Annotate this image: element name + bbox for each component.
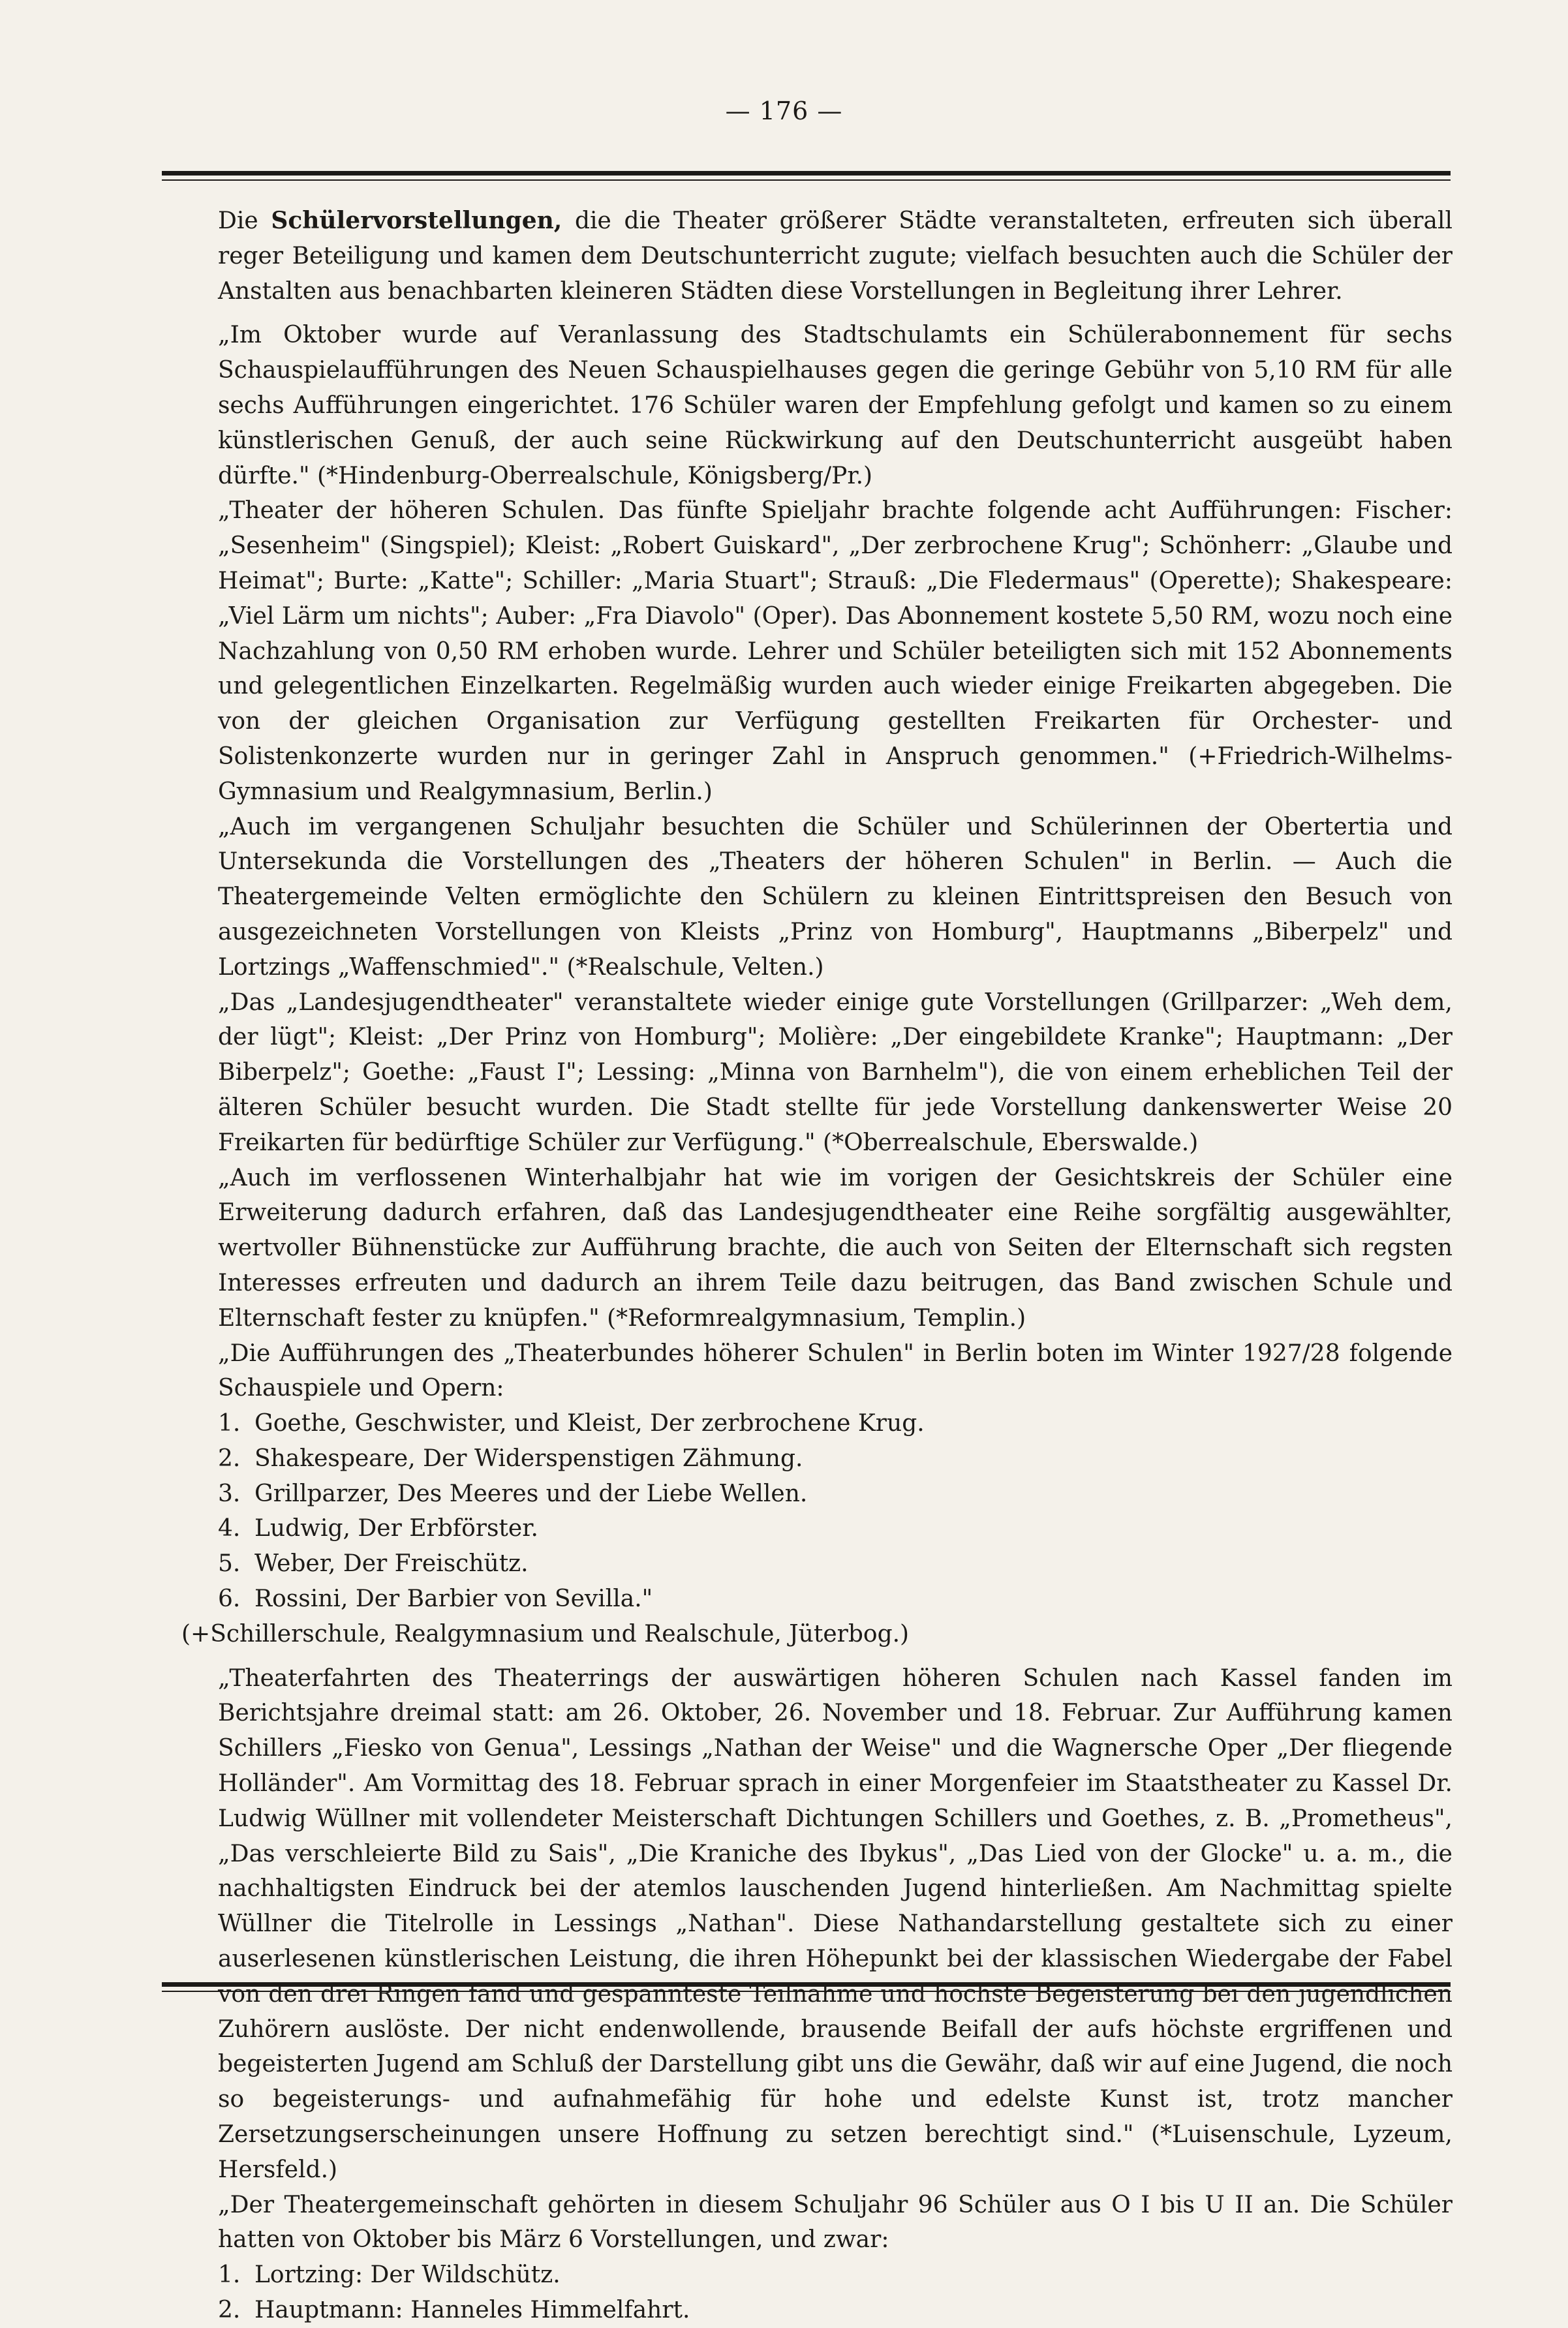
- list-item: 1. Lortzing: Der Wildschütz.: [218, 2261, 561, 2289]
- list-item: 3. Grillparzer, Des Meeres und der Liebe Wellen.: [218, 1480, 808, 1507]
- list-item: 2. Shakespeare, Der Widerspenstigen Zähmung.: [218, 1445, 803, 1472]
- intro-text-end: die die Theater größerer Städte veranstalteten, erfreuten sich überall reger Beteiligung und kamen dem Deutschunterricht zugute; vielfach besuchten auch die Schüler der Anstalten aus benachbarten kleineren Städten diese Vorstellungen in Begleitung ihrer Lehrer.: [218, 207, 1453, 305]
- paragraph-theatergemeinschaft: „Der Theatergemeinschaft gehörten in diesem Schuljahr 96 Schüler aus O I bis U II an. Die Schüler hatten von Oktober bis März 6 Vorstellungen, und zwar:: [218, 2191, 1453, 2254]
- footer-rule: [162, 1982, 1451, 1992]
- intro-text-start: Die: [218, 207, 271, 234]
- header-rule: [162, 171, 1451, 181]
- intro-bold-term: Schülervorstellungen,: [271, 207, 562, 234]
- paragraph-velten: „Auch im vergangenen Schuljahr besuchten die Schüler und Schülerinnen der Obertertia und Untersekunda die Vorstellungen des „Theaters der höheren Schulen" in Berlin. — Auch die Theatergemeinde Velten ermöglichte den Schülern zu kleinen Eintrittspreisen den Besuch von ausgezeichneten Vorstellungen von Kleists „Prinz von Homburg", Hauptmanns „Biberpelz" und Lortzings „Waffenschmied"." (*Realschule, Velten.): [218, 813, 1453, 981]
- list-item: 4. Ludwig, Der Erbförster.: [218, 1515, 538, 1542]
- paragraph-theaterbund: „Die Aufführungen des „Theaterbundes höherer Schulen" in Berlin boten im Winter 1927/28 folgende Schauspiele und Opern:: [218, 1340, 1453, 1402]
- paragraph-berlin-theater: „Theater der höheren Schulen. Das fünfte Spieljahr brachte folgende acht Aufführungen: Fischer: „Sesenheim" (Singspiel); Kleist: „Robert Guiskard", „Der zerbrochene Krug"; Schönherr: „Glaube und Heimat"; Burte: „Katte"; Schiller: „Maria Stuart"; Strauß: „Die Fledermaus" (Operette); Shakespeare: „Viel Lärm um nichts"; Auber: „Fra Diavolo" (Oper). Das Abonnement kostete 5,50 RM, wozu noch eine Nachzahlung von 0,50 RM erhoben wurde. Lehrer und Schüler beteiligten sich mit 152 Abonnements und gelegentlichen Einzelkarten. Regelmäßig wurden auch wieder einige Freikarten abgegeben. Die von der gleichen Organisation zur Verfügung gestellten Freikarten für Orchester- und Solistenkonzerte wurden nur in geringer Zahl in Anspruch genommen." (+Friedrich-Wilhelms-Gymnasium und Realgymnasium, Berlin.): [218, 497, 1453, 805]
- source-jueterbog: (+Schillerschule, Realgymnasium und Realschule, Jüterbog.): [181, 1620, 910, 1647]
- list-item: 5. Weber, Der Freischütz.: [218, 1550, 529, 1578]
- paragraph-kassel: „Theaterfahrten des Theaterrings der auswärtigen höheren Schulen nach Kassel fanden im Berichtsjahre dreimal statt: am 26. Oktober, 26. November und 18. Februar. Zur Aufführung kamen Schillers „Fiesko von Genua", Lessings „Nathan der Weise" und die Wagnersche Oper „Der fliegende Holländer". Am Vormittag des 18. Februar sprach in einer Morgenfeier im Staatstheater zu Kassel Dr. Ludwig Wüllner mit vollendeter Meisterschaft Dichtungen Schillers und Goethes, z. B. „Prometheus", „Das verschleierte Bild zu Sais", „Die Kraniche des Ibykus", „Das Lied von der Glocke" u. a. m., die nachhaltigsten Eindruck bei der atemlos lauschenden Jugend hinterließen. Am Nachmittag spielte Wüllner die Titelrolle in Lessings „Nathan". Diese Nathandarstellung gestaltete sich zu einer auserlesenen künstlerischen Leistung, die ihren Höhepunkt bei der klassischen Wiedergabe der Fabel von den drei Ringen fand und gespannteste Teilnahme und höchste Begeisterung bei den jugendlichen Zuhörern auslöste. Der nicht endenwollende, brausende Beifall der aufs höchste ergriffenen und begeisterten Jugend am Schluß der Darstellung gibt uns die Gewähr, daß wir auf eine Jugend, die noch so begeisterungs- und aufnahmefähig für hohe und edelste Kunst ist, trotz mancher Zersetzungserscheinungen unsere Hoffnung zu setzen berechtigt sind." (*Luisenschule, Lyzeum, Hersfeld.): [218, 1664, 1453, 2183]
- list-item: 2. Hauptmann: Hanneles Himmelfahrt.: [218, 2297, 690, 2324]
- list-item: 1. Goethe, Geschwister, und Kleist, Der zerbrochene Krug.: [218, 1410, 925, 1437]
- paragraph-koenigsberg: „Im Oktober wurde auf Veranlassung des Stadtschulamts ein Schülerabonnement für sechs Schauspielaufführungen des Neuen Schauspielhauses gegen die geringe Gebühr von 5,10 RM für alle sechs Aufführungen eingerichtet. 176 Schüler waren der Empfehlung gefolgt und kamen so zu einem künstlerischen Genuß, der auch seine Rückwirkung auf den Deutschunterricht ausgeübt haben dürfte." (*Hindenburg-Oberrealschule, Königsberg/Pr.): [218, 322, 1453, 489]
- intro-paragraph: [218, 204, 1453, 309]
- performance-list-2: [218, 2258, 1453, 2328]
- list-item: 6. Rossini, Der Barbier von Sevilla.": [218, 1585, 653, 1613]
- page-number: — 176 —: [725, 97, 843, 125]
- performance-list-1: [218, 1406, 1453, 1617]
- page-body: [181, 204, 1453, 2328]
- paragraph-eberswalde: „Das „Landesjugendtheater" veranstaltete wieder einige gute Vorstellungen (Grillparzer: „Weh dem, der lügt"; Kleist: „Der Prinz von Homburg"; Molière: „Der eingebildete Kranke"; Hauptmann: „Der Biberpelz"; Goethe: „Faust I"; Lessing: „Minna von Barnhelm"), die von einem erheblichen Teil der älteren Schüler besucht wurden. Die Stadt stellte für jede Vorstellung dankenswerter Weise 20 Freikarten für bedürftige Schüler zur Verfügung." (*Oberrealschule, Eberswalde.): [218, 988, 1453, 1156]
- paragraph-templin: „Auch im verflossenen Winterhalbjahr hat wie im vorigen der Gesichtskreis der Schüler eine Erweiterung dadurch erfahren, daß das Landesjugendtheater eine Reihe sorgfältig ausgewählter, wertvoller Bühnenstücke zur Aufführung brachte, die auch von Seiten der Elternschaft sich regsten Interesses erfreuten und dadurch an ihrem Teile dazu beitrugen, das Band zwischen Schule und Elternschaft fester zu knüpfen." (*Reformrealgymnasium, Templin.): [218, 1164, 1453, 1332]
